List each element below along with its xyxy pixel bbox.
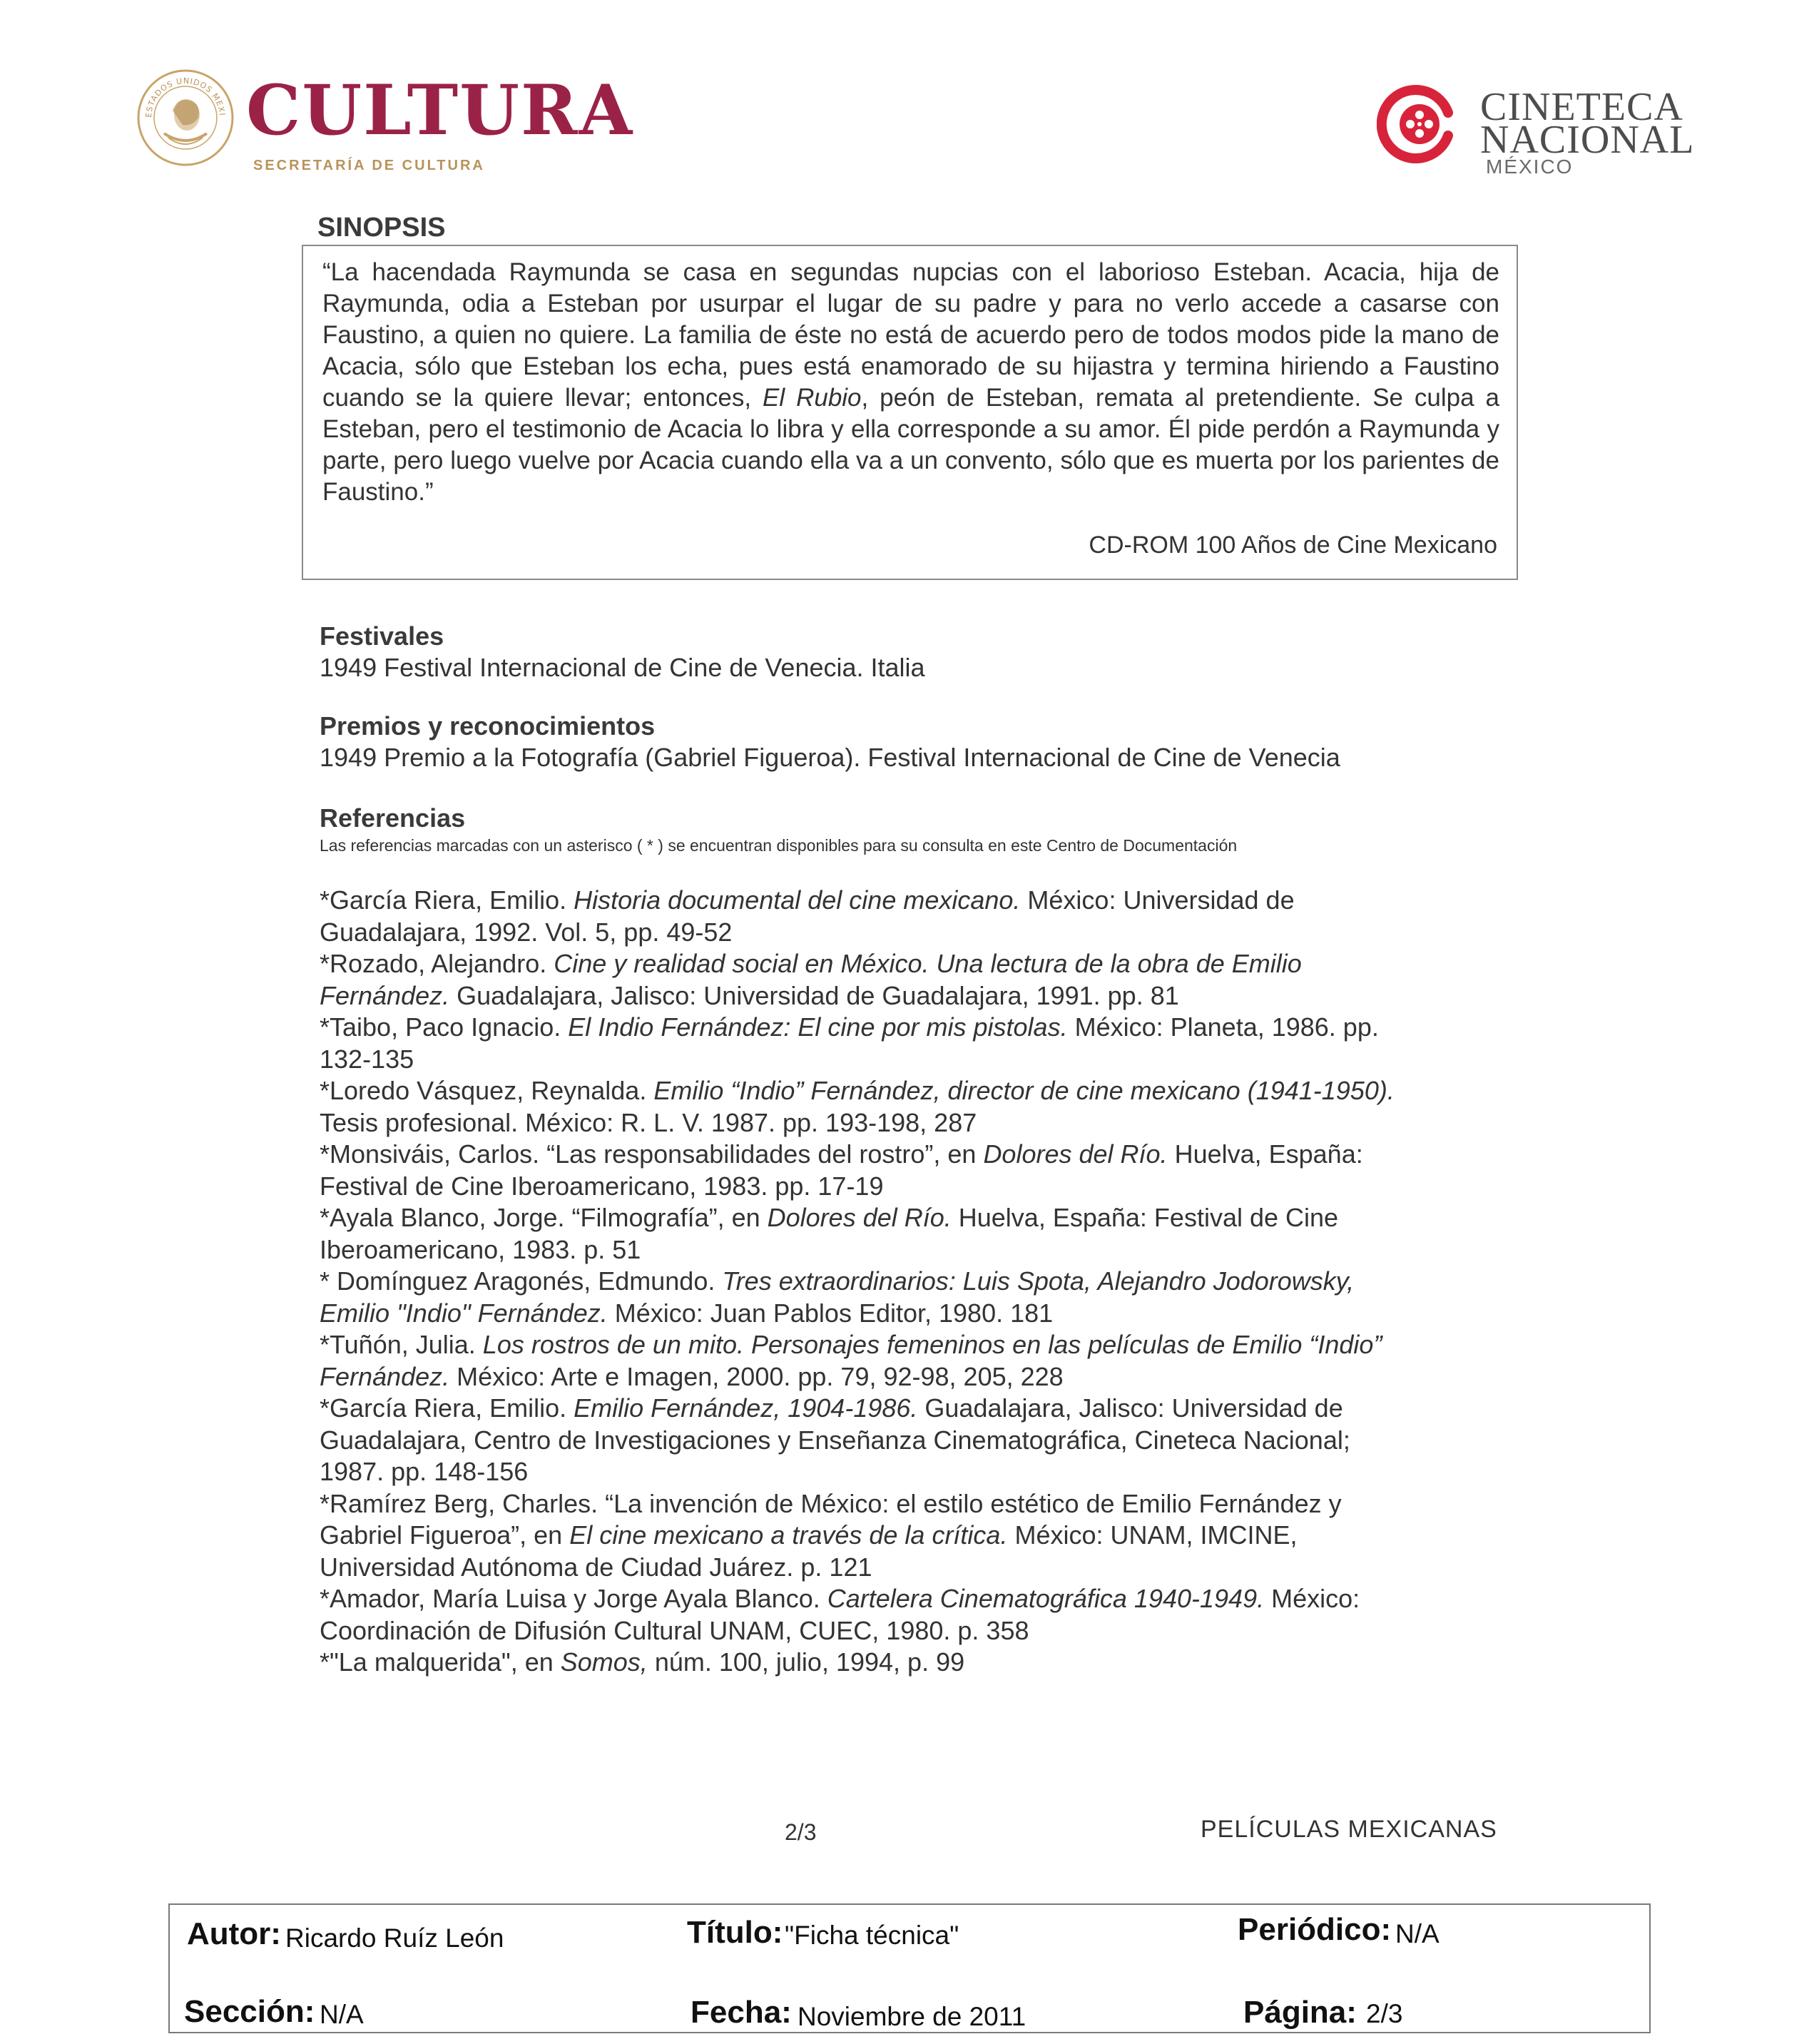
sinopsis-text-part1: “La hacendada Raymunda se casa en segundas nupcias con el laborioso Esteban. Acacia, hija de Raymunda, odia a Esteban por usurpar el lugar de su padre y para no verlo accede a casarse con Faustino, a quien no quiere. La familia de éste no está de acuerdo pero de todos modos pide la mano de Acacia, sólo que Esteban los echa, pues está enamorado de su hijastra y termina hiriendo a Faustino cuando se la quiere llevar; entonces, [322,258,1499,412]
reference-line [320,917,1518,949]
reference-text: *García Riera, Emilio. [320,885,574,915]
reference-line [320,1202,1518,1234]
reference-title: Fernández. [320,980,450,1010]
reference-title: Dolores del Río. [767,1203,952,1232]
fecha-label: Fecha: [691,1995,792,2030]
reference-line [320,1329,1518,1361]
reference-title: Los rostros de un mito. Personajes femeninos en las películas de Emilio “Indio” [482,1330,1382,1359]
reference-text: *Ramírez Berg, Charles. “La invención de México: el estilo estético de Emilio Fernández y [320,1488,1342,1518]
reference-line [320,1456,1518,1488]
sinopsis-text-part2: , peón de Esteban, remata al pretendiente. Se culpa a Esteban, pero el testimonio de Acacia lo libra y ella corresponde a su amor. Él pide perdón a Raymunda y parte, pero luego vuelve por Acacia cuando ella va a un convento, sólo que es muerta por los parientes de Faustino.” [322,384,1499,506]
reference-line [320,1044,1518,1076]
sinopsis-box [302,245,1518,580]
reference-title: Emilio Fernández, 1904-1986. [574,1393,918,1423]
reference-text: Huelva, España: Festival de Cine [951,1203,1339,1232]
reference-text: Festival de Cine Iberoamericano, 1983. pp. 17-19 [320,1171,884,1201]
pagina-label: Página: [1243,1995,1357,2030]
reference-text: 132-135 [320,1044,414,1074]
reference-line [320,1488,1518,1520]
reference-line [320,1647,1518,1679]
reference-text: *Monsiváis, Carlos. “Las responsabilidades del rostro”, en [320,1139,984,1169]
reference-title: El cine mexicano a través de la crítica. [569,1520,1008,1550]
cultura-logo [136,68,634,189]
reference-line [320,1012,1518,1044]
film-reel-icon [1377,84,1457,164]
cultura-brand: CULTURA [246,70,634,151]
reference-title: Fernández. [320,1361,450,1391]
reference-text: Tesis profesional. México: R. L. V. 1987. pp. 193-198, 287 [320,1107,977,1137]
reference-text: México: Universidad de [1020,885,1295,915]
page-number: 2/3 [785,1819,817,1845]
reference-text: Huelva, España: [1167,1139,1363,1169]
reference-line [320,1393,1518,1425]
reference-line [320,1583,1518,1615]
festivales-item: 1949 Festival Internacional de Cine de Venecia. Italia [320,653,925,682]
reference-text: Guadalajara, 1992. Vol. 5, pp. 49-52 [320,917,733,947]
cineteca-line1: CINETECA [1480,85,1683,129]
seccion-value: N/A [320,2000,364,2029]
premios-heading: Premios y reconocimientos [320,711,656,741]
periodico-label: Periódico: [1238,1912,1392,1947]
reference-text: *Tuñón, Julia. [320,1330,483,1359]
reference-title: El Indio Fernández: El cine por mis pistolas. [568,1012,1068,1042]
cultura-subtitle: SECRETARÍA DE CULTURA [253,158,485,173]
reference-line [320,948,1518,980]
reference-text: *Rozado, Alejandro. [320,949,554,978]
reference-line [320,1266,1518,1298]
reference-line [320,1425,1518,1457]
titulo-label: Título: [687,1915,783,1950]
reference-text: Universidad Autónoma de Ciudad Juárez. p. 121 [320,1552,872,1582]
reference-line [320,1075,1518,1107]
reference-text: * Domínguez Aragonés, Edmundo. [320,1266,723,1296]
reference-line [320,885,1518,917]
sinopsis-text [322,257,1499,508]
reference-text: Guadalajara, Centro de Investigaciones y Enseñanza Cinematográfica, Cineteca Nacional; [320,1425,1350,1455]
reference-text: Guadalajara, Jalisco: Universidad de [917,1393,1343,1423]
references-list [320,885,1518,1679]
referencias-note: Las referencias marcadas con un asterisco ( * ) se encuentran disponibles para su consulta en este Centro de Documentación [320,836,1238,855]
fecha-value: Noviembre de 2011 [798,2002,1026,2031]
reference-text: Guadalajara, Jalisco: Universidad de Guadalajara, 1991. pp. 81 [449,980,1179,1010]
reference-text: *"La malquerida", en [320,1647,561,1677]
cineteca-line2: NACIONAL [1480,118,1695,162]
reference-line [320,1234,1518,1266]
referencias-heading: Referencias [320,803,466,833]
reference-line [320,1552,1518,1584]
sinopsis-heading: SINOPSIS [317,213,446,243]
reference-title: Emilio “Indio” Fernández, director de cine mexicano (1941-1950). [653,1076,1395,1105]
periodico-value: N/A [1395,1919,1440,1948]
reference-text: Gabriel Figueroa”, en [320,1520,570,1550]
reference-text: *Taibo, Paco Ignacio. [320,1012,569,1042]
reference-title: Somos, [560,1647,648,1677]
sinopsis-source: CD-ROM 100 Años de Cine Mexicano [1089,532,1497,559]
autor-value: Ricardo Ruíz León [285,1923,504,1953]
cineteca-line3: MÉXICO [1486,156,1574,178]
reference-line [320,1171,1518,1203]
autor-label: Autor: [187,1916,281,1951]
reference-text: *Loredo Vásquez, Reynalda. [320,1076,654,1105]
cineteca-logo [1377,78,1695,185]
reference-text: México: Planeta, 1986. pp. [1067,1012,1379,1042]
reference-text: núm. 100, julio, 1994, p. 99 [647,1647,965,1677]
reference-line [320,1361,1518,1393]
reference-title: Dolores del Río. [983,1139,1168,1169]
reference-text: Coordinación de Difusión Cultural UNAM, CUEC, 1980. p. 358 [320,1615,1029,1645]
mexico-seal-icon [136,68,235,168]
titulo-value: "Ficha técnica" [785,1921,959,1950]
reference-title: Historia documental del cine mexicano. [574,885,1021,915]
seccion-label: Sección: [184,1994,315,2029]
series-name: PELÍCULAS MEXICANAS [1201,1816,1497,1843]
reference-title: Cartelera Cinematográfica 1940-1949. [827,1584,1265,1613]
pagina-value: 2/3 [1366,1999,1403,2028]
reference-line [320,1615,1518,1647]
reference-text: *Amador, María Luisa y Jorge Ayala Blanco. [320,1584,827,1613]
reference-title: Emilio "Indio" Fernández. [320,1298,608,1328]
reference-text: México: [1264,1584,1360,1613]
reference-line [320,1520,1518,1552]
reference-text: México: Arte e Imagen, 2000. pp. 79, 92-98, 205, 228 [449,1361,1064,1391]
metadata-footer [168,1903,1651,2033]
reference-line [320,1139,1518,1171]
reference-line [320,1107,1518,1139]
reference-text: *Ayala Blanco, Jorge. “Filmografía”, en [320,1203,768,1232]
reference-text: México: UNAM, IMCINE, [1007,1520,1298,1550]
seal-text: ESTADOS UNIDOS MEXI [143,76,227,118]
reference-text: 1987. pp. 148-156 [320,1457,529,1486]
reference-title: Cine y realidad social en México. Una lectura de la obra de Emilio [554,949,1302,978]
reference-title: Tres extraordinarios: Luis Spota, Alejandro Jodorowsky, [722,1266,1355,1296]
reference-line [320,1298,1518,1330]
reference-text: *García Riera, Emilio. [320,1393,574,1423]
reference-text: Iberoamericano, 1983. p. 51 [320,1234,641,1264]
sinopsis-italic: El Rubio [763,384,862,412]
reference-text: México: Juan Pablos Editor, 1980. 181 [607,1298,1054,1328]
reference-line [320,980,1518,1012]
premios-item: 1949 Premio a la Fotografía (Gabriel Figueroa). Festival Internacional de Cine de Venecia [320,743,1340,772]
festivales-heading: Festivales [320,621,444,651]
